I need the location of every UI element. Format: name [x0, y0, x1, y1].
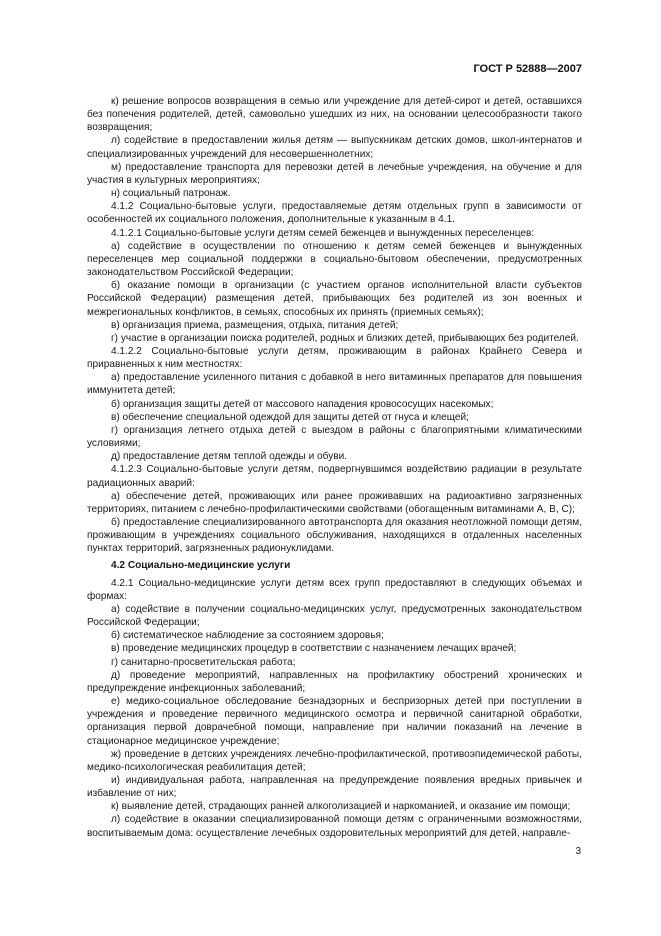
- paragraph: л) содействие в оказании специализированной помощи детям с ограниченными возможностями, воспитываемым дома: осуществление лечебных оздоровительных мероприятий для детей, направле-: [87, 814, 582, 839]
- paragraph: д) предоставление детям теплой одежды и обуви.: [111, 451, 348, 463]
- paragraph: в) организация приема, размещения, отдыха, питания детей;: [111, 319, 399, 331]
- paragraph: в) проведение медицинских процедур в соответствии с назначением лечащих врачей;: [111, 643, 517, 655]
- paragraph: а) содействие в получении социально-медицинских услуг, предусмотренных законодательством Российской Федерации;: [87, 603, 582, 629]
- paragraph: в) обеспечение специальной одеждой для защиты детей от гнуса и клещей;: [111, 411, 469, 423]
- paragraph: к) выявление детей, страдающих ранней алкоголизацией и наркоманией, и оказание им помощи;: [111, 801, 571, 813]
- paragraph: 4.1.2.3 Социально-бытовые услуги детям, подвергнувшимся воздействию радиации в результате радиационных аварий:: [87, 464, 582, 489]
- paragraph: 4.2.1 Социально-медицинские услуги детям всех групп предоставляют в следующих объемах и формах:: [87, 577, 582, 602]
- paragraph: г) санитарно-просветительская работа;: [111, 656, 296, 668]
- paragraph: л) содействие в предоставлении жилья детям — выпускникам детских домов, школ-интернатов и специализированных учреждений для несовершеннолетних;: [87, 135, 582, 160]
- document-code-header: ГОСТ Р 52888—2007: [473, 63, 582, 75]
- page-content: [87, 95, 582, 840]
- paragraph: 4.1.2 Социально-бытовые услуги, предоставляемые детям отдельных групп в зависимости от особенностей их социального положения, дополнительные к указанным в 4.1.: [87, 201, 582, 226]
- paragraph: а) обеспечение детей, проживающих или ранее проживавших на радиоактивно загрязненных территориях, питанием с лечебно-профилактическими свойствами (обогащенным витаминами А, В, С);: [87, 490, 582, 515]
- paragraph: б) оказание помощи в организации (с участием органов исполнительной власти субъектов Российской Федерации) размещения детей, прибывающих без родителей из зон военных и межрегиональных конфликтов, в семьях, способных их принять (приемных семьях);: [87, 280, 582, 318]
- paragraph: 4.1.2.1 Социально-бытовые услуги детям семей беженцев и вынужденных переселенцев:: [111, 227, 535, 239]
- social-household-services-block: [87, 95, 582, 555]
- paragraph: 4.1.2.2 Социально-бытовые услуги детям, проживающим в районах Крайнего Севера и приравненных к ним местностях:: [87, 345, 582, 371]
- paragraph: а) предоставление усиленного питания с добавкой в него витаминных препаратов для повышения иммунитета детей;: [87, 372, 582, 397]
- paragraph: а) содействие в осуществлении по отношению к детям семей беженцев и вынужденных переселенцев мер социальной поддержки в социально-бытовом обеспечении, предусмотренных законодательством Российской Федерации;: [87, 240, 582, 279]
- paragraph: к) решение вопросов возвращения в семью или учреждение для детей-сирот и детей, оставшихся без попечения родителей, детей, самовольно ушедших из них, на основании целесообразности такого возвращения;: [87, 96, 582, 134]
- section-heading: 4.2 Социально-медицинские услуги: [111, 560, 291, 572]
- paragraph: б) организация защиты детей от массового нападения кровососущих насекомых;: [111, 398, 494, 410]
- paragraph: и) индивидуальная работа, направленная на предупреждение появления вредных привычек и избавление от них;: [87, 774, 582, 800]
- paragraph: б) предоставление специализированного автотранспорта для оказания неотложной помощи детям, проживающим в учреждениях социального обслуживания, находящихся в отдаленных населенных пунктах территорий, загрязненных радионуклидами.: [87, 517, 582, 555]
- paragraph: г) организация летнего отдыха детей с выездом в районы с благоприятными климатическими условиями;: [87, 424, 582, 450]
- paragraph: м) предоставление транспорта для перевозки детей в лечебные учреждения, на обучение и для участия в культурных мероприятиях;: [87, 161, 582, 186]
- page-number: 3: [575, 845, 581, 857]
- paragraph: ж) проведение в детских учреждениях лечебно-профилактической, противоэпидемической работы, медико-психологическая реабилитация детей;: [87, 748, 582, 773]
- paragraph: б) систематическое наблюдение за состоянием здоровья;: [111, 630, 384, 642]
- paragraph: н) социальный патронаж.: [111, 188, 231, 200]
- paragraph: е) медико-социальное обследование безнадзорных и беспризорных детей при поступлении в учреждения и проведение первичного медицинского осмотра и первичной санитарной обработки, организация первой доврачебной помощи, направление при наличии показаний на лечение в стационарное медицинское учреждение;: [87, 696, 582, 747]
- paragraph: г) участие в организации поиска родителей, родных и близких детей, прибывающих без родителей.: [111, 332, 579, 344]
- paragraph: д) проведение мероприятий, направленных на профилактику обострений хронических и предупреждение инфекционных заболеваний;: [87, 669, 582, 694]
- social-medical-services-block: [87, 577, 582, 840]
